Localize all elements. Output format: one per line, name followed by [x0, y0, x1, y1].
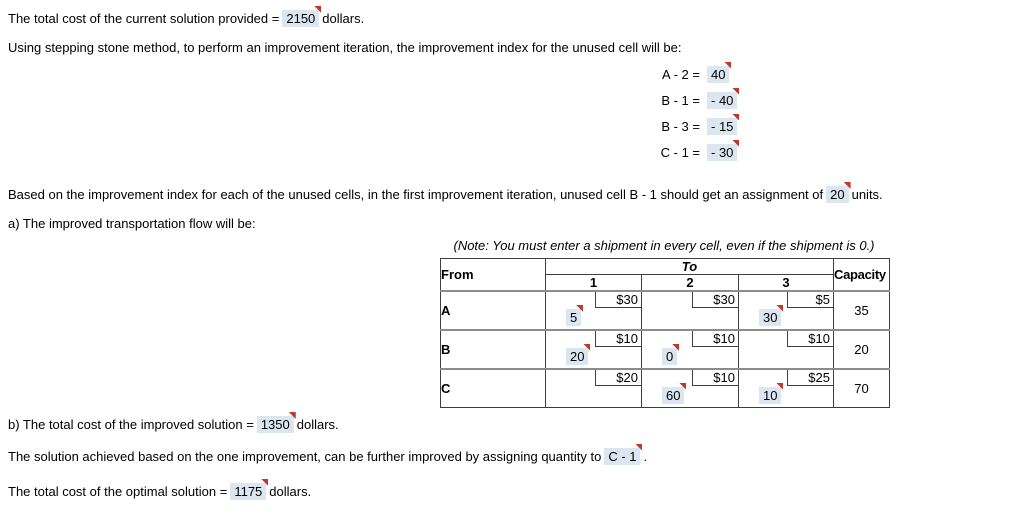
shipment-cell-C1	[546, 369, 642, 408]
shipment-cell-A3	[739, 291, 834, 330]
capacity-value-B: 20	[834, 330, 890, 369]
comment-marker-icon	[776, 305, 783, 312]
destination-header-2: 2	[642, 275, 739, 292]
shipment-field-C2[interactable]	[662, 387, 684, 404]
index-value-b3: - 15	[711, 119, 734, 134]
shipment-value-A3: 30	[763, 310, 778, 325]
current-cost-value: 2150	[286, 11, 316, 26]
index-value-c1: - 30	[711, 145, 734, 160]
cost-label-A1: $30	[595, 292, 641, 308]
shipment-field-A3[interactable]	[759, 309, 781, 326]
shipment-cell-B1	[546, 330, 642, 369]
further-improvement-cell-field[interactable]	[604, 448, 640, 465]
optimal-cost-text: The total cost of the optimal solution =	[8, 484, 228, 499]
comment-marker-icon	[679, 383, 686, 390]
stepping-stone-intro-line: Using stepping stone method, to perform an improvement iteration, the improvement index for the unused cell will be:	[8, 40, 682, 55]
shipment-field-C3[interactable]	[759, 387, 781, 404]
comment-marker-icon	[844, 182, 851, 189]
capacity-value-C: 70	[834, 369, 890, 408]
shipment-value-A1: 5	[570, 310, 578, 325]
comment-marker-icon	[724, 62, 731, 69]
assignment-value: 20	[830, 187, 845, 202]
optimal-cost-line	[8, 483, 311, 500]
to-header-cell: To	[546, 259, 834, 275]
index-value-a2: 40	[711, 67, 726, 82]
index-value-b1: - 40	[711, 93, 734, 108]
improved-cost-text: b) The total cost of the improved solution =	[8, 417, 254, 432]
improved-cost-value: 1350	[260, 417, 290, 432]
assignment-paragraph	[8, 186, 883, 203]
index-label-c1: C - 1 =	[660, 145, 700, 160]
index-label-b3: B - 3 =	[661, 119, 700, 134]
current-cost-suffix: dollars.	[322, 11, 365, 26]
capacity-value-A: 35	[834, 291, 890, 330]
transportation-table	[440, 258, 890, 408]
optimal-cost-suffix: dollars.	[269, 484, 312, 499]
table-row	[441, 291, 890, 330]
capacity-header-cell: Capacity	[834, 259, 890, 292]
part-b-line	[8, 416, 339, 433]
comment-marker-icon	[672, 344, 679, 351]
comment-marker-icon	[776, 383, 783, 390]
further-improvement-cell-value: C - 1	[608, 449, 637, 464]
current-cost-text: The total cost of the current solution provided =	[8, 11, 280, 26]
comment-marker-icon	[635, 444, 642, 451]
further-improvement-suffix: .	[643, 449, 648, 464]
optimal-cost-value-field[interactable]	[230, 483, 266, 500]
destination-header-1: 1	[546, 275, 642, 292]
improvement-index-row-c1	[652, 144, 740, 161]
cost-label-B2: $10	[692, 331, 738, 347]
improvement-index-row-a2	[652, 66, 732, 83]
from-header-cell: From	[441, 259, 546, 292]
table-row	[441, 369, 890, 408]
further-improvement-text: The solution achieved based on the one improvement, can be further improved by assigning quantity to	[8, 449, 602, 464]
improvement-index-row-b1	[652, 92, 740, 109]
improvement-index-row-b3	[652, 118, 740, 135]
table-row	[441, 330, 890, 369]
assignment-value-field[interactable]	[826, 186, 848, 203]
shipment-cell-A2	[642, 291, 739, 330]
comment-marker-icon	[732, 114, 739, 121]
shipment-field-A1[interactable]	[566, 309, 581, 326]
shipment-cell-A1	[546, 291, 642, 330]
cost-label-C1: $20	[595, 370, 641, 386]
shipment-cell-C3	[739, 369, 834, 408]
shipment-cell-B2	[642, 330, 739, 369]
index-label-b1: B - 1 =	[661, 93, 700, 108]
shipment-value-C3: 10	[763, 388, 778, 403]
assignment-suffix: units.	[851, 187, 883, 202]
destination-header-3: 3	[739, 275, 834, 292]
comment-marker-icon	[583, 344, 590, 351]
comment-marker-icon	[289, 412, 296, 419]
comment-marker-icon	[732, 88, 739, 95]
part-a-heading: a) The improved transportation flow will be:	[8, 216, 256, 231]
source-label-C: C	[441, 369, 546, 408]
assignment-text: Based on the improvement index for each of the unused cells, in the first improvement iteration, unused cell B - 1 should get an assignment of	[8, 187, 824, 202]
table-note: (Note: You must enter a shipment in every cell, even if the shipment is 0.)	[453, 238, 875, 253]
shipment-value-B2: 0	[666, 349, 674, 364]
comment-marker-icon	[576, 305, 583, 312]
comment-marker-icon	[732, 140, 739, 147]
shipment-value-B1: 20	[570, 349, 585, 364]
cost-label-B1: $10	[595, 331, 641, 347]
cost-label-A2: $30	[692, 292, 738, 308]
source-label-B: B	[441, 330, 546, 369]
index-label-a2: A - 2 =	[662, 67, 700, 82]
index-value-field-b3[interactable]	[707, 118, 737, 135]
comment-marker-icon	[314, 6, 321, 13]
index-value-field-b1[interactable]	[707, 92, 737, 109]
further-improvement-line	[8, 448, 647, 465]
shipment-cell-B3	[739, 330, 834, 369]
cost-label-C2: $10	[692, 370, 738, 386]
cost-label-C3: $25	[787, 370, 833, 386]
comment-marker-icon	[261, 479, 268, 486]
cost-label-B3: $10	[787, 331, 833, 347]
optimal-cost-value: 1175	[234, 484, 263, 499]
cost-label-A3: $5	[787, 292, 833, 308]
shipment-value-C2: 60	[666, 388, 681, 403]
improved-cost-suffix: dollars.	[296, 417, 339, 432]
index-value-field-a2[interactable]	[707, 66, 729, 83]
index-value-field-c1[interactable]	[707, 144, 737, 161]
shipment-field-B2[interactable]	[662, 348, 677, 365]
current-cost-value-field[interactable]	[282, 10, 319, 27]
shipment-field-B1[interactable]	[566, 348, 588, 365]
shipment-cell-C2	[642, 369, 739, 408]
current-cost-line	[8, 10, 364, 27]
improved-cost-value-field[interactable]	[257, 416, 294, 433]
source-label-A: A	[441, 291, 546, 330]
